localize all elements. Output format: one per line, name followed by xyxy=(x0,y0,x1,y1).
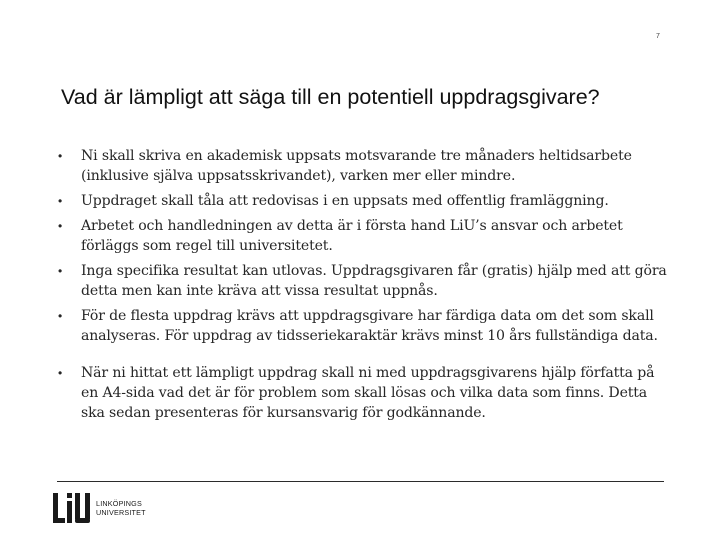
bullet-dot-icon: • xyxy=(58,309,63,323)
bullet-item xyxy=(58,216,668,256)
slide-title: Vad är lämpligt att säga till en potentiell uppdragsgivare? xyxy=(61,85,600,109)
liu-logo xyxy=(53,491,163,525)
bullet-dot-icon: • xyxy=(58,194,63,208)
bullet-dot-icon: • xyxy=(58,149,63,163)
liu-logo-icon xyxy=(53,491,91,525)
bullet-item xyxy=(58,191,668,211)
logo-line-1: LINKÖPINGS xyxy=(96,499,142,508)
logo-wordmark xyxy=(96,499,146,517)
bullet-item xyxy=(58,146,668,186)
bullet-text: Arbetet och handledningen av detta är i första hand LiU’s ansvar och arbetet förläggs som regel till universitetet. xyxy=(81,218,623,254)
bullet-text: För de flesta uppdrag krävs att uppdragsgivare har färdiga data om det som skall analyseras. För uppdrag av tidsseriekaraktär krävs minst 10 års fullständiga data. xyxy=(81,308,658,344)
bullet-dot-icon: • xyxy=(58,219,63,233)
bullet-text: Uppdraget skall tåla att redovisas i en uppsats med offentlig framläggning. xyxy=(81,193,609,209)
bullet-dot-icon: • xyxy=(58,366,63,380)
bullet-list xyxy=(58,146,668,428)
slide-number: 7 xyxy=(656,33,660,40)
bullet-text: Inga specifika resultat kan utlovas. Uppdragsgivaren får (gratis) hjälp med att göra detta men kan inte kräva att vissa resultat uppnås. xyxy=(81,263,667,299)
footer-divider xyxy=(57,481,664,482)
bullet-item xyxy=(58,363,668,423)
bullet-item xyxy=(58,261,668,301)
bullet-text: Ni skall skriva en akademisk uppsats motsvarande tre månaders heltidsarbete (inklusive själva uppsatsskrivandet), varken mer eller mindre. xyxy=(81,148,632,184)
bullet-dot-icon: • xyxy=(58,264,63,278)
bullet-item xyxy=(58,306,668,346)
logo-line-2: UNIVERSITET xyxy=(96,508,146,517)
bullet-text: När ni hittat ett lämpligt uppdrag skall ni med uppdragsgivarens hjälp författa på en A4-sida vad det är för problem som skall lösas och vilka data som finns. Detta ska sedan presenteras för kursansvarig för godkännande. xyxy=(81,365,655,421)
